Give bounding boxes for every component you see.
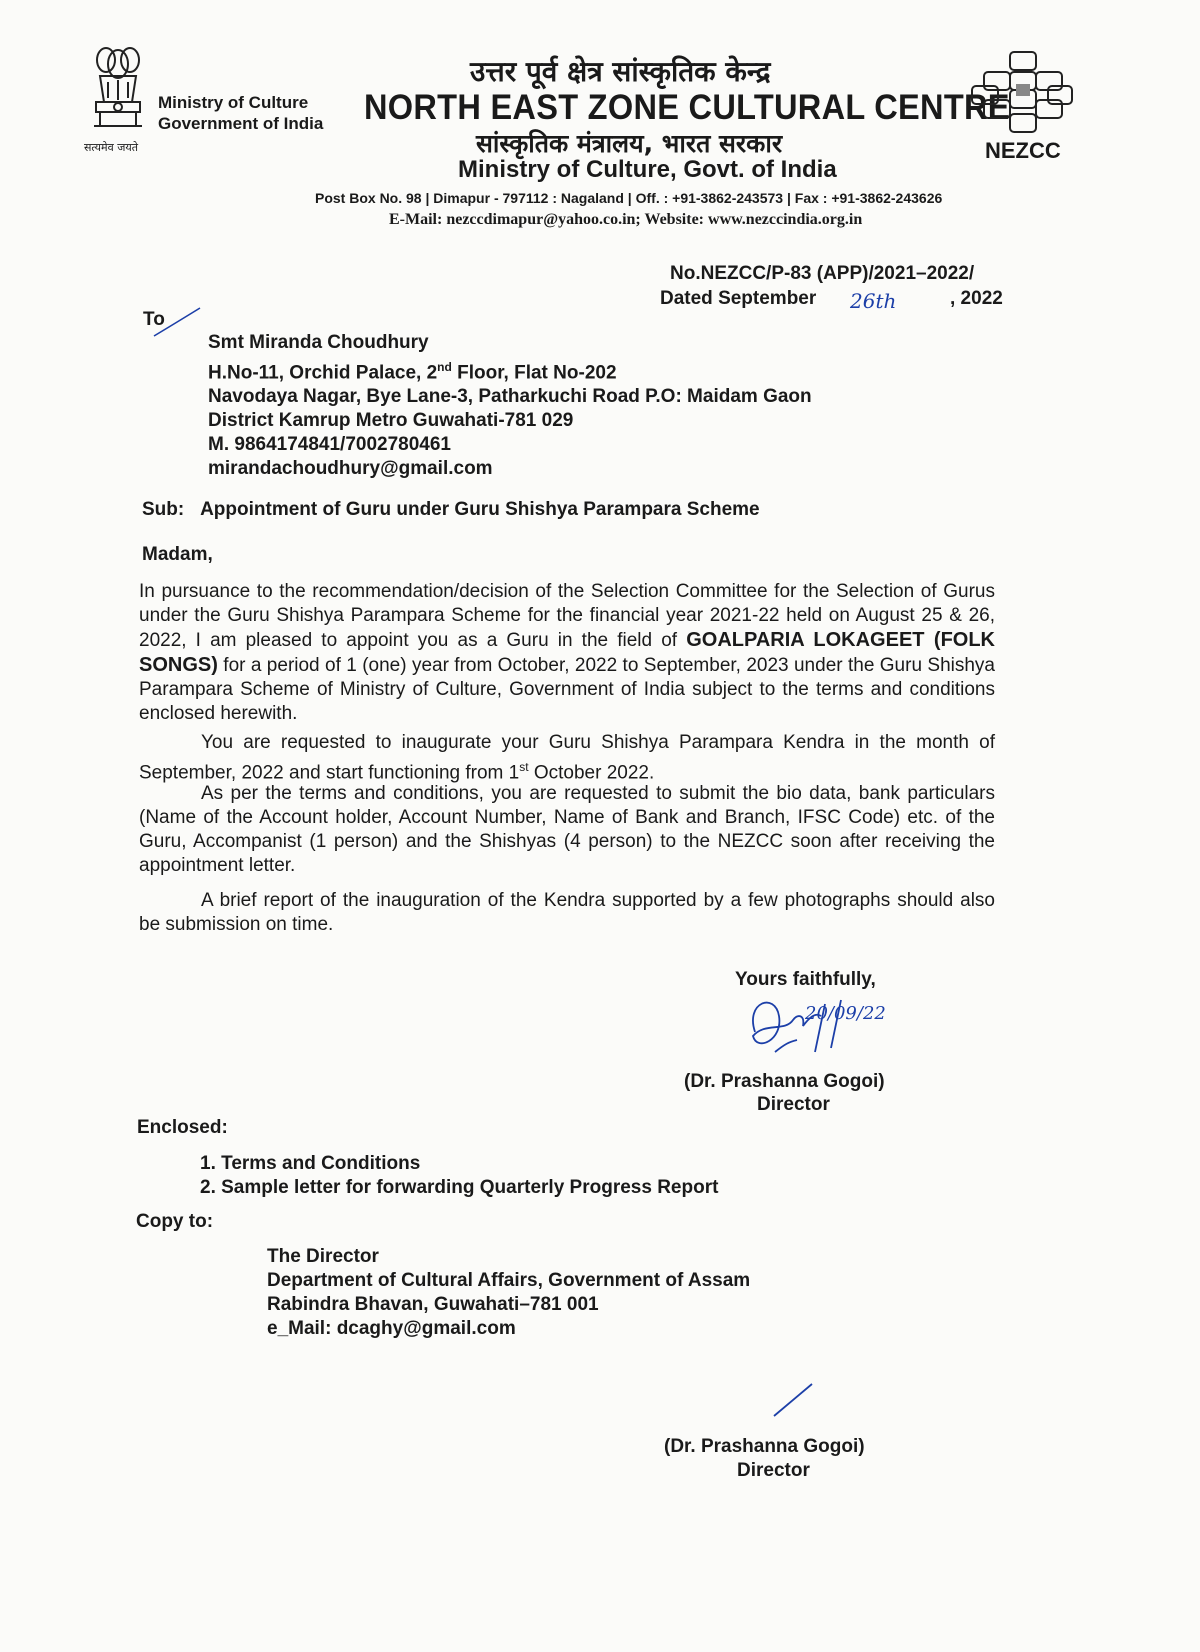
paragraph-1-text-2: for a period of 1 (one) year from October, 2022 to September, 2023 under the Guru Shishya Parampara Scheme of Ministry of Culture, Government of India subject to the terms and conditions enclosed herewith. [139, 655, 995, 724]
list-item: 1. Terms and Conditions [200, 1153, 421, 1174]
paragraph-1 [139, 580, 995, 726]
copy-to-line-1: The Director [267, 1246, 379, 1267]
paragraph-1b [139, 731, 995, 785]
paragraph-3: A brief report of the inauguration of the Kendra supported by a few photographs should also be submission on time. [139, 890, 995, 935]
addressee-line-1-post: Floor, Flat No-202 [451, 362, 617, 384]
signature-date: 20/09/22 [805, 1003, 886, 1024]
copy-signatory-name: (Dr. Prashanna Gogoi) [664, 1436, 865, 1457]
copy-to-line-4: e_Mail: dcaghy@gmail.com [267, 1318, 516, 1339]
copy-to-address [267, 1245, 750, 1341]
paragraph-1b-text: You are requested to inaugurate your Guru Shishya Parampara Kendra in the month of September, 2022 and start functioning from 1 [139, 732, 995, 784]
subject-line [142, 498, 760, 522]
subject-text: Appointment of Guru under Guru Shishya Parampara Scheme [200, 499, 760, 520]
hindi-title: उत्तर पूर्व क्षेत्र सांस्कृतिक केन्द्र [470, 55, 771, 88]
dated-year: , 2022 [950, 288, 1003, 309]
addressee-email: mirandachoudhury@gmail.com [208, 458, 493, 480]
organization-title: NORTH EAST ZONE CULTURAL CENTRE [364, 88, 1010, 127]
copy-to-line-2: Department of Cultural Affairs, Government of Assam [267, 1270, 751, 1291]
to-label: To [143, 309, 165, 330]
salutation: Madam, [142, 544, 213, 565]
addressee-line-1 [208, 355, 812, 385]
ministry-line-2: Government of India [158, 114, 324, 133]
addressee-phone: M. 9864174841/7002780461 [208, 434, 452, 456]
copy-to-label: Copy to: [136, 1211, 214, 1232]
nezcc-logo-text: NEZCC [985, 138, 1061, 163]
addressee-line-1-sup: nd [437, 360, 452, 374]
handwritten-initial-mark [770, 1380, 820, 1425]
ministry-label [158, 92, 323, 134]
handwritten-tick-mark [150, 300, 210, 345]
contact-email-line: E-Mail: nezccdimapur@yahoo.co.in; Website: www.nezccindia.org.in [389, 211, 863, 228]
addressee-name: Smt Miranda Choudhury [208, 332, 429, 353]
enclosed-label: Enclosed: [137, 1117, 228, 1138]
art-field: GOALPARIA LOKAGEET (FOLK SONGS) [139, 629, 995, 676]
handwritten-day: 26th [850, 289, 897, 313]
signatory-designation: Director [757, 1094, 830, 1115]
addressee-line-3: District Kamrup Metro Guwahati-781 029 [208, 410, 574, 432]
paragraph-1-text: In pursuance to the recommendation/decision of the Selection Committee for the Selection of Gurus under the Guru Shishya Parampara Scheme for the financial year 2021-22 held on August 25 & 26, 2022, I am pleased to appoint you as a Guru in the field of [139, 581, 995, 651]
ministry-line-1: Ministry of Culture [158, 93, 309, 112]
list-item: 2. Sample letter for forwarding Quarterly Progress Report [200, 1177, 719, 1198]
paragraph-1b-text-2: October 2022. [528, 762, 655, 784]
paragraph-1b-sup: st [519, 760, 529, 774]
reference-number: No.NEZCC/P-83 (APP)/2021–2022/ [670, 263, 975, 284]
hindi-subtitle: सांस्कृतिक मंत्रालय, भारत सरकार [476, 129, 783, 158]
copy-signatory-designation: Director [737, 1460, 810, 1481]
dated-label: Dated September [660, 288, 817, 309]
addressee-block [208, 331, 812, 481]
emblem-caption: सत्यमेव जयते [84, 141, 139, 154]
paragraph-2: As per the terms and conditions, you are requested to submit the bio data, bank particulars (Name of the Account holder, Account Number, Name of Bank and Branch, IFSC Code) etc. of the Guru, Accompanist (1 person) and the Shishyas (4 person) to the NEZCC soon after receiving the appointment letter. [139, 783, 995, 876]
enclosure-list [200, 1152, 718, 1200]
copy-to-line-3: Rabindra Bhavan, Guwahati–781 001 [267, 1294, 599, 1315]
yours-faithfully: Yours faithfully, [735, 969, 876, 990]
state-emblem-icon [86, 42, 150, 138]
addressee-line-1-pre: H.No-11, Orchid Palace, 2 [208, 362, 438, 384]
signatory-name: (Dr. Prashanna Gogoi) [684, 1071, 885, 1092]
addressee-line-2: Navodaya Nagar, Bye Lane-3, Patharkuchi Road P.O: Maidam Gaon [208, 386, 812, 408]
nezcc-logo-icon [970, 50, 1074, 136]
ministry-govt-line: Ministry of Culture, Govt. of India [458, 156, 837, 183]
subject-label: Sub: [142, 499, 185, 520]
contact-address-line: Post Box No. 98 | Dimapur - 797112 : Nagaland | Off. : +91-3862-243573 | Fax : +91-3862-243626 [315, 190, 943, 206]
